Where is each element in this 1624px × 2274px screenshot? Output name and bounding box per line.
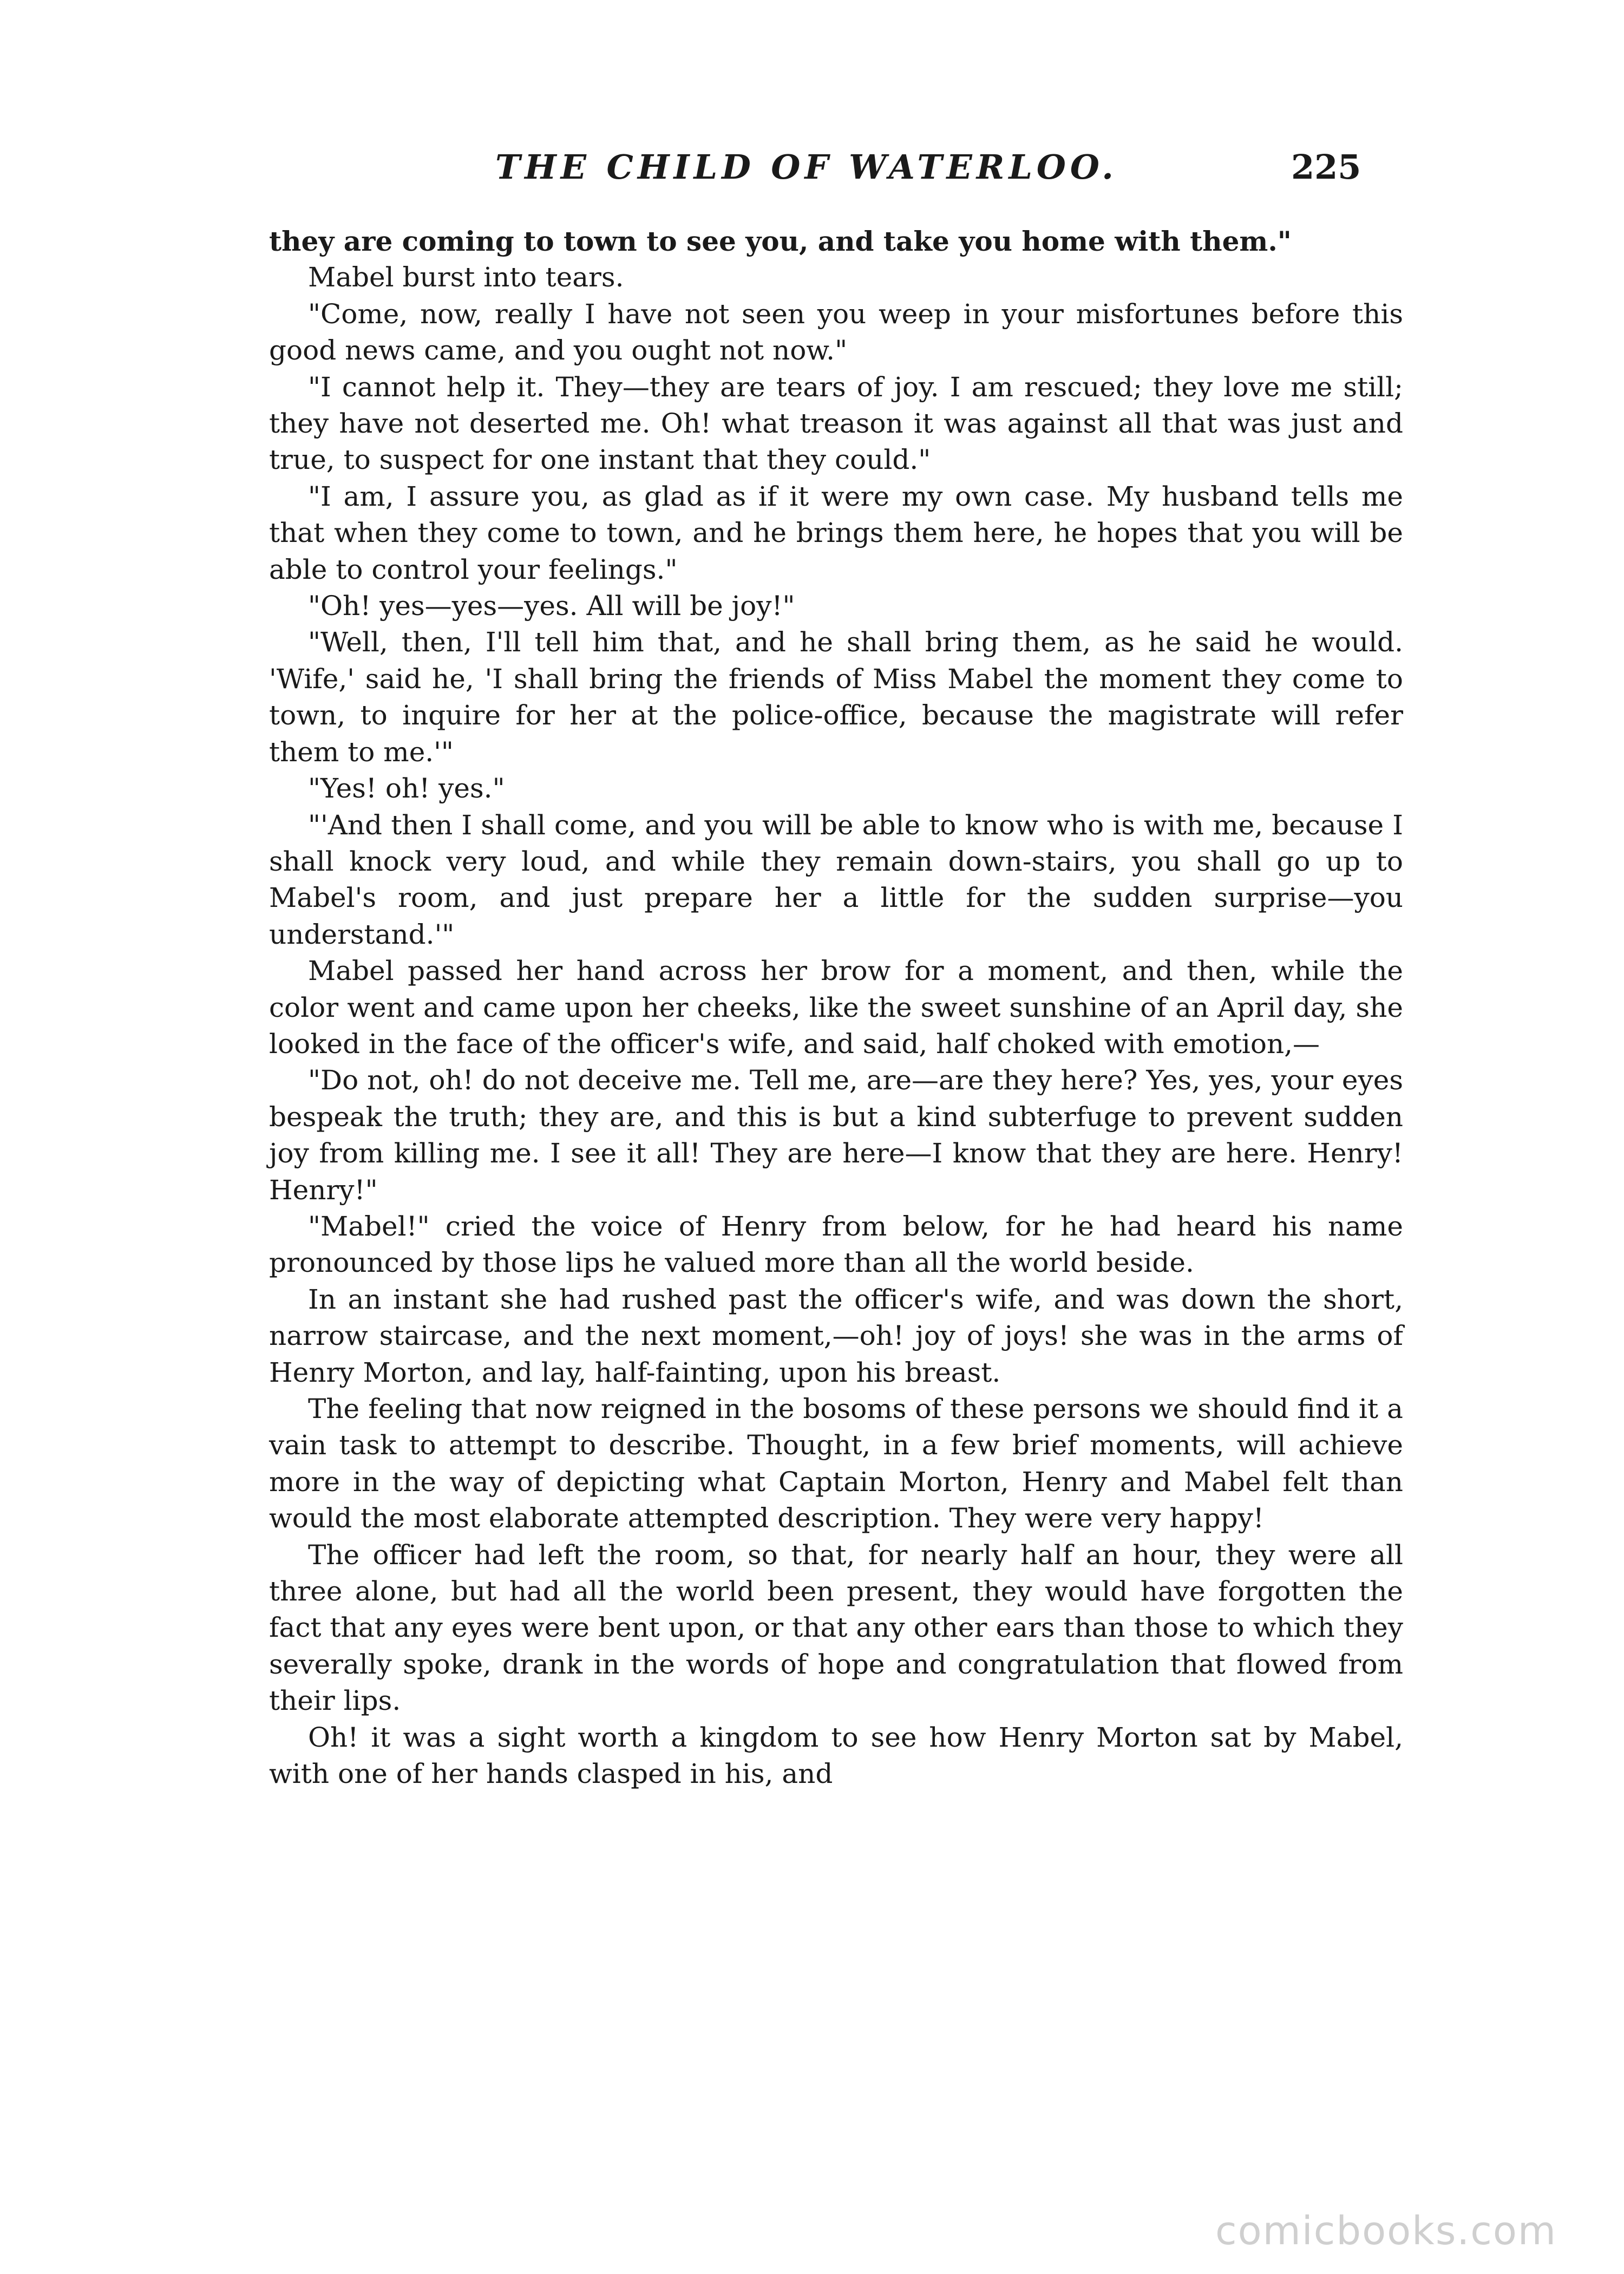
running-title: THE CHILD OF WATERLOO.	[495, 147, 1118, 187]
paragraph: "Well, then, I'll tell him that, and he shall bring them, as he said he would. 'Wife,' said he, 'I shall bring the friends of Miss Mabel the moment they come to town, to inquire for her at the police-office, because the magistrate will refer them to me.'"	[269, 626, 1403, 768]
paragraph: In an instant she had rushed past the officer's wife, and was down the short, narrow staircase, and the next moment,—oh! joy of joys! she was in the arms of Henry Morton, and lay, half-fainting, upon his breast.	[269, 1283, 1403, 1388]
page-number: 225	[1291, 147, 1361, 187]
paragraph: Oh! it was a sight worth a kingdom to see how Henry Morton sat by Mabel, with one of her hands clasped in his, and	[269, 1721, 1403, 1790]
paragraph: "I cannot help it. They—they are tears of joy. I am rescued; they love me still; they have not deserted me. Oh! what treason it was against all that was just and true, to suspect for one instant that they could."	[269, 371, 1403, 476]
paragraph: "Oh! yes—yes—yes. All will be joy!"	[308, 590, 795, 622]
paragraph: "Mabel!" cried the voice of Henry from below, for he had heard his name pronounced by those lips he valued more than all the world beside.	[269, 1210, 1403, 1279]
paragraph: "Yes! oh! yes."	[308, 773, 505, 805]
paragraph: "I am, I assure you, as glad as if it were my own case. My husband tells me that when they come to town, and he brings them here, he hopes that you will be able to control your feelings."	[269, 480, 1403, 585]
paragraph: they are coming to town to see you, and take you home with them."	[269, 225, 1292, 257]
watermark: comicbooks.com	[1215, 2208, 1557, 2253]
paragraph: "'And then I shall come, and you will be able to know who is with me, because I shall knock very loud, and while they remain down-stairs, you shall go up to Mabel's room, and just prepare her a little for the sudden surprise—you understand.'"	[269, 809, 1403, 950]
paragraph: Mabel burst into tears.	[308, 262, 624, 293]
paragraph: The officer had left the room, so that, for nearly half an hour, they were all three alone, but had all the world been present, they would have forgotten the fact that any eyes were bent upon, or that any other ears than those to which they severally spoke, drank in the words of hope and congratulation that flowed from their lips.	[269, 1539, 1403, 1717]
paragraph: Mabel passed her hand across her brow for a moment, and then, while the color went and came upon her cheeks, like the sweet sunshine of an April day, she looked in the face of the officer's wife, and said, half choked with emotion,—	[269, 955, 1403, 1060]
body-text	[269, 223, 1403, 1792]
paragraph: "Come, now, really I have not seen you weep in your misfortunes before this good news came, and you ought not now."	[269, 298, 1403, 367]
paragraph: "Do not, oh! do not deceive me. Tell me, are—are they here? Yes, yes, your eyes bespeak the truth; they are, and this is but a kind subterfuge to prevent sudden joy from killing me. I see it all! They are here—I know that they are here. Henry! Henry!"	[269, 1064, 1403, 1206]
paragraph: The feeling that now reigned in the bosoms of these persons we should find it a vain task to attempt to describe. Thought, in a few brief moments, will achieve more in the way of depicting what Captain Morton, Henry and Mabel felt than would the most elaborate attempted description. They were very happy!	[269, 1393, 1403, 1534]
